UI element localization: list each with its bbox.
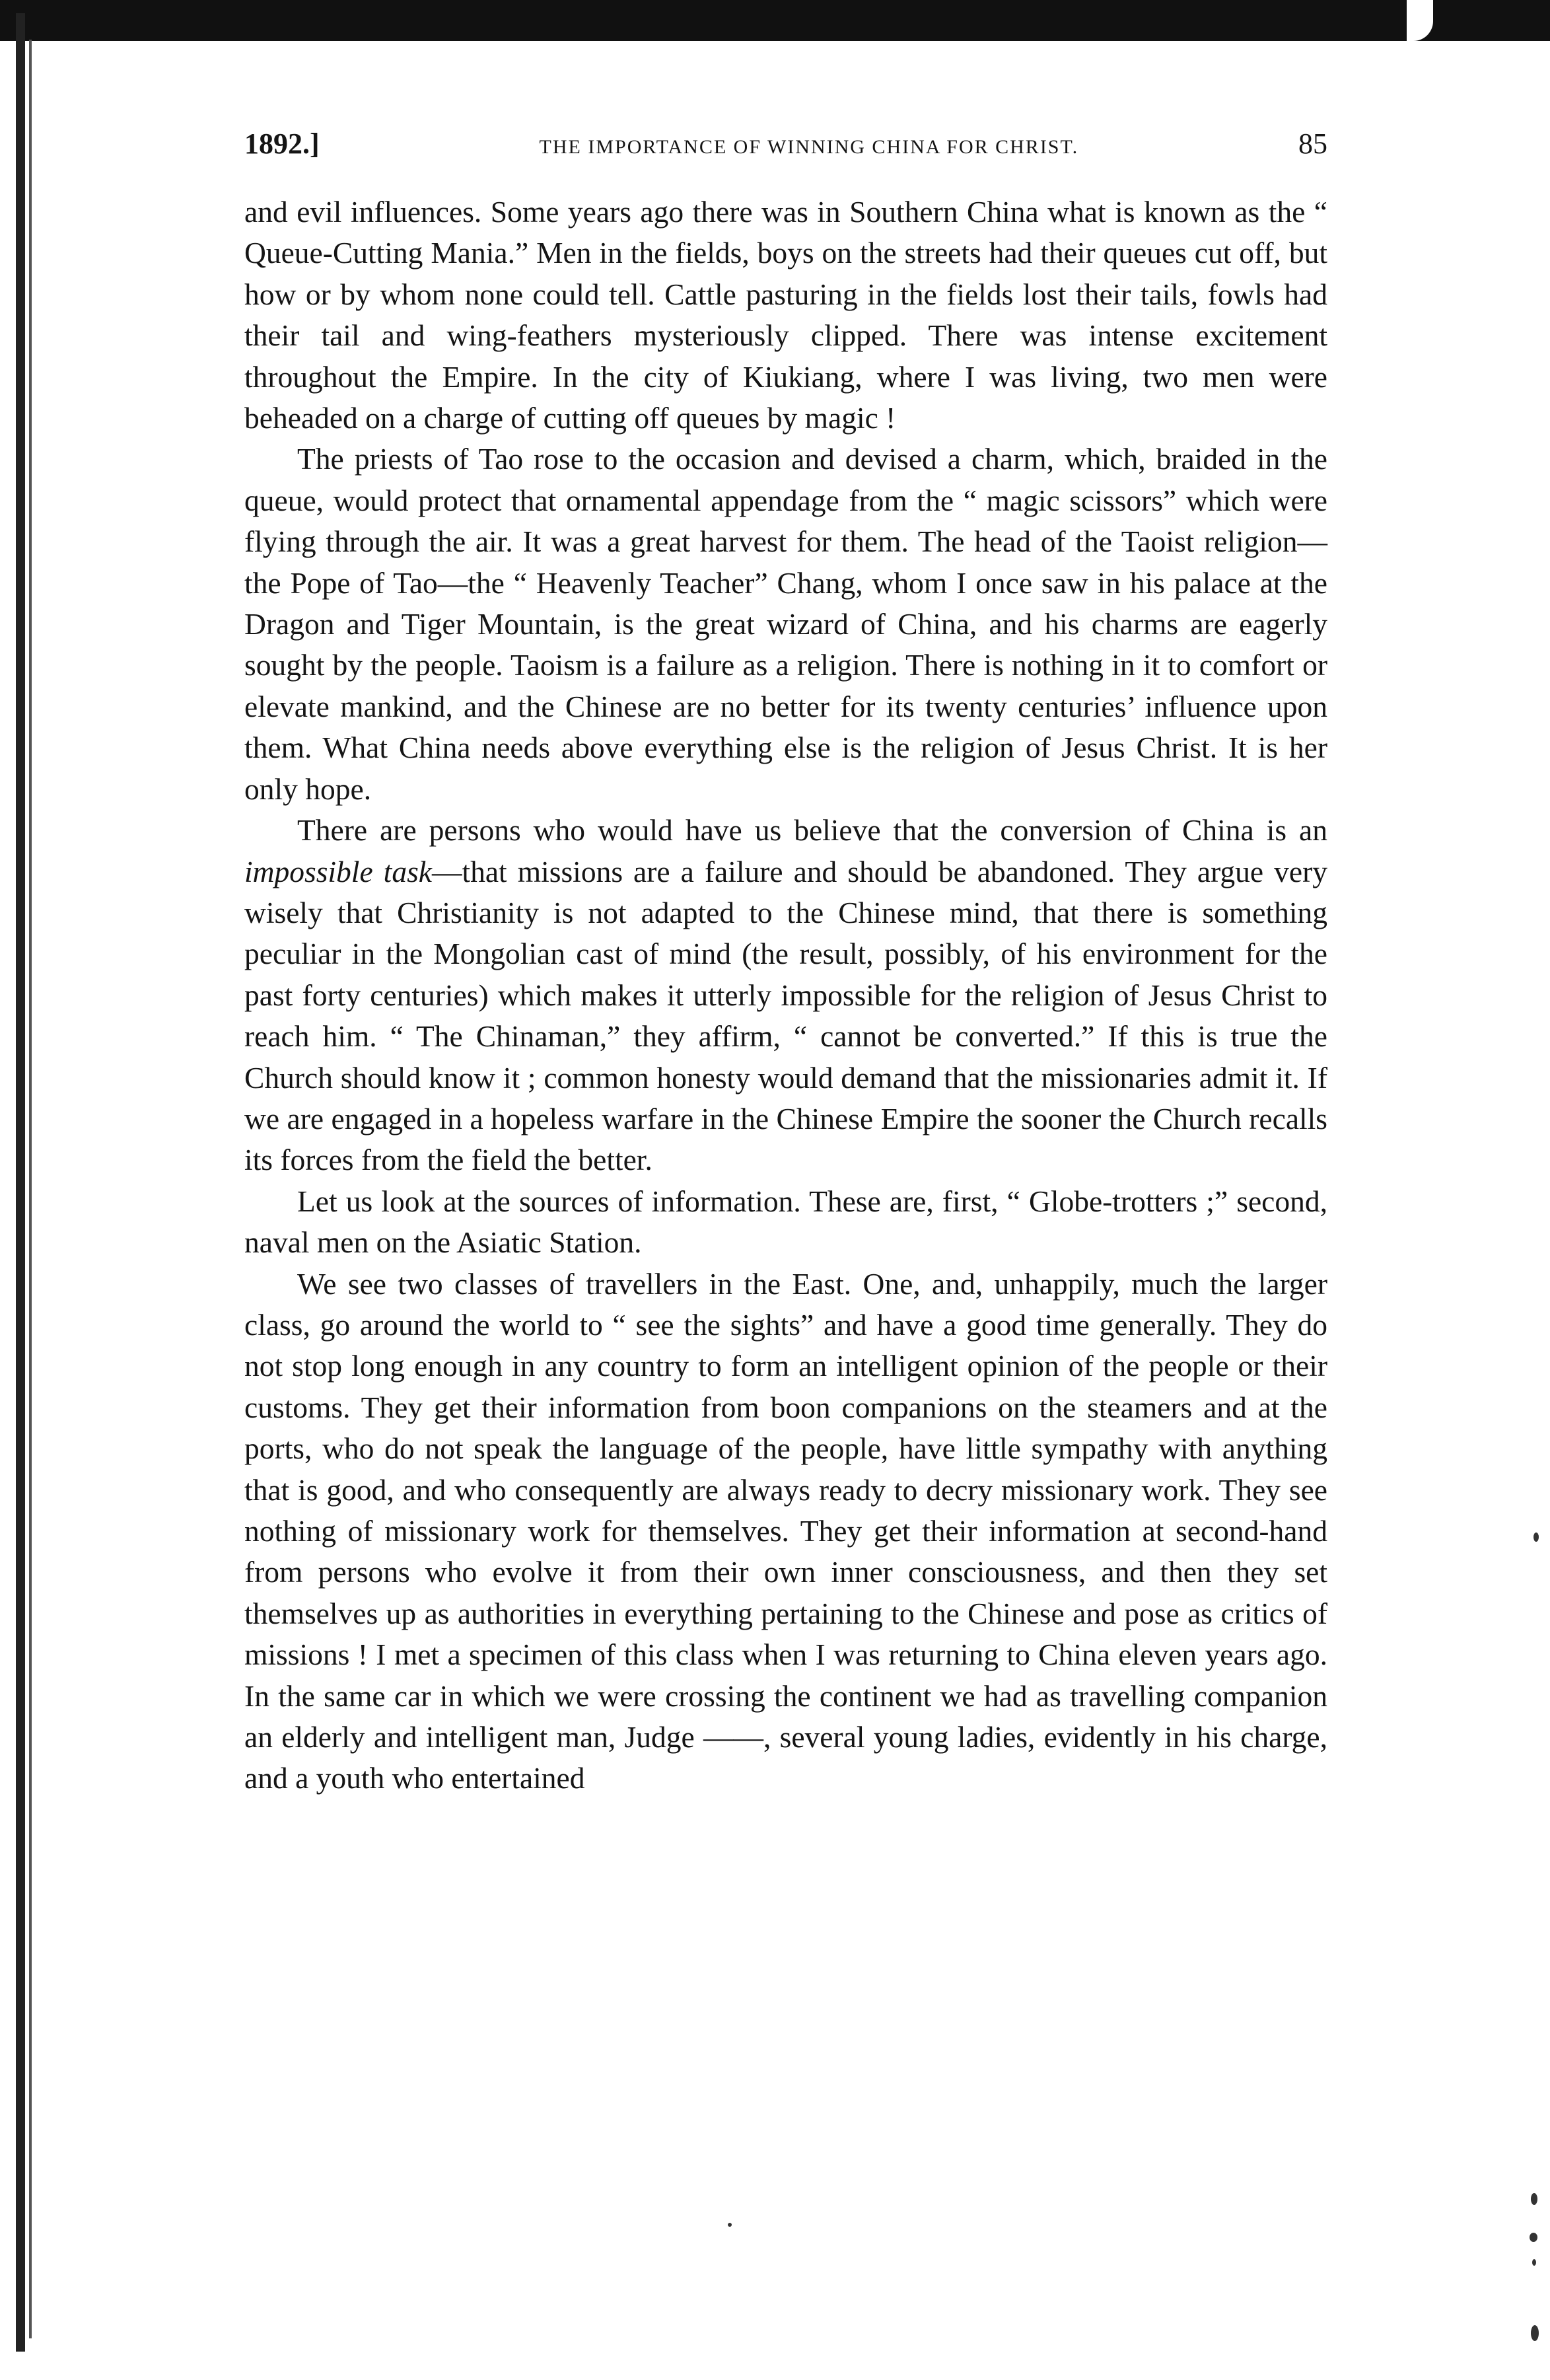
- scan-speck: [728, 2223, 732, 2227]
- page-number: 85: [1298, 127, 1327, 160]
- running-head-title: THE IMPORTANCE OF WINNING CHINA FOR CHRIST.: [539, 136, 1079, 158]
- paragraph-queue-cutting-mania: and evil influences. Some years ago there was in Southern China what is known as the “ Queue-Cutting Mania.” Men in the fields, boys on the streets had their queues cut off, but how or by whom none could tell. Cattle pasturing in the fields lost their tails, fowls had their tail and wing-feathers mysteriously clipped. There was intense excitement throughout the Empire. In the city of Kiukiang, where I was living, two men were beheaded on a charge of cutting off queues by magic !: [244, 195, 1327, 435]
- scan-border-left: [16, 13, 25, 2352]
- running-head: [244, 127, 1327, 166]
- scan-speck: [1531, 2193, 1537, 2205]
- scan-border-top: [0, 0, 1550, 41]
- scan-speck: [1532, 2259, 1536, 2266]
- paragraph-text-after-emphasis: —that missions are a failure and should be abandoned. They argue very wisely that Christianity is not adapted to the Chinese mind, that there is something peculiar in the Mongolian cast of mind (the result, possibly, of his environment for the past forty centuries) which makes it utterly impossible for the religion of Jesus Christ to reach him. “ The Chinaman,” they affirm, “ cannot be converted.” If this is true the Church should know it ; common honesty would demand that the missionaries admit it. If we are engaged in a hopeless warfare in the Chinese Empire the sooner the Church recalls its forces from the field the better.: [244, 854, 1327, 1177]
- scan-border-left-inner: [29, 40, 32, 2338]
- article-body: [244, 192, 1327, 1799]
- scan-speck: [1530, 2233, 1537, 2242]
- paragraph-sources-of-information: Let us look at the sources of information. These are, first, “ Globe-trotters ;” second, naval men on the Asiatic Station.: [244, 1184, 1327, 1260]
- paragraph-two-classes-of-travellers: We see two classes of travellers in the East. One, and, unhappily, much the larger class, go around the world to “ see the sights” and have a good time generally. They do not stop long enough in any country to form an intelligent opinion of the people or their customs. They get their information from boon companions on the steamers and at the ports, who do not speak the language of the people, have little sympathy with anything that is good, and who consequently are always ready to decry missionary work. They see nothing of missionary work for themselves. They get their information at second-hand from persons who evolve it from their own inner consciousness, and then they set themselves up as authorities in everything pertaining to the Chinese and pose as critics of missions ! I met a specimen of this class when I was returning to China eleven years ago. In the same car in which we were crossing the continent we had as travelling companion an elderly and intelligent man, Judge ——, several young ladies, evidently in his charge, and a youth who entertained: [244, 1266, 1327, 1795]
- emphasized-phrase: impossible task: [244, 854, 432, 888]
- paragraph-conversion-of-china: [244, 810, 1327, 1181]
- paragraph-text-before-emphasis: There are persons who would have us believe that the conversion of China is an: [297, 813, 1327, 847]
- scan-speck: [1533, 1533, 1539, 1542]
- scan-speck: [1531, 2325, 1539, 2341]
- running-head-year: 1892.]: [244, 127, 320, 160]
- paragraph-priests-of-tao: The priests of Tao rose to the occasion and devised a charm, which, braided in the queue, would protect that ornamental appendage from the “ magic scissors” which were flying through the air. It was a great harvest for them. The head of the Taoist religion—the Pope of Tao—the “ Heavenly Teacher” Chang, whom I once saw in his palace at the Dragon and Tiger Mountain, is the great wizard of China, and his charms are eagerly sought by the people. Taoism is a failure as a religion. There is nothing in it to comfort or elevate mankind, and the Chinese are no better for its twenty centuries’ influence upon them. What China needs above everything else is the religion of Jesus Christ. It is her only hope.: [244, 442, 1327, 806]
